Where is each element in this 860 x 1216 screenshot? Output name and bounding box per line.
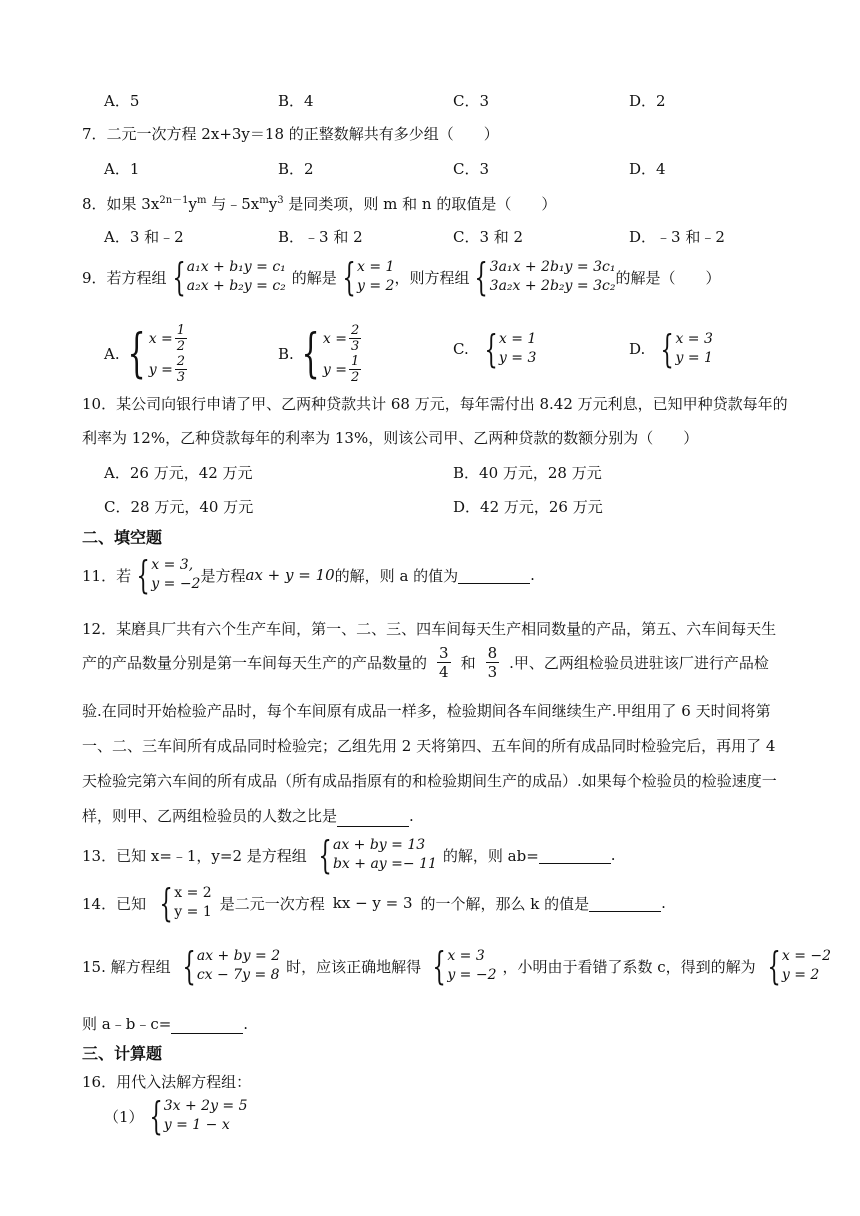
q9-system-2: { 3a₁x + 2b₁y = 3c₁ 3a₂x + 2b₂y = 3c₂ bbox=[474, 255, 616, 299]
q9-prefix: 9．若方程组 bbox=[82, 268, 167, 287]
q11-end: . bbox=[530, 566, 535, 584]
q12-frac2-num: 8 bbox=[487, 644, 498, 662]
q15-sol1-x: x = 3 bbox=[447, 948, 485, 964]
q9-sys2-eq2: 3a₂x + 2b₂y = 3c₂ bbox=[489, 278, 616, 294]
q11-answer-blank[interactable] bbox=[458, 567, 530, 584]
q15-solution-1: { x = 3 y = −2 bbox=[432, 944, 497, 988]
q14-end: . bbox=[661, 894, 666, 912]
q14-sys-y: y = 1 bbox=[174, 904, 212, 920]
q8-exp3: m bbox=[259, 195, 269, 206]
q13-sys-eq2: bx + ay =− 11 bbox=[332, 856, 437, 872]
q13-prefix: 13．已知 x=﹣1，y=2 是方程组 bbox=[82, 846, 307, 865]
q13-answer-blank[interactable] bbox=[539, 847, 611, 864]
q12-line-2 bbox=[82, 644, 769, 681]
q9-sys2-eq1: 3a₁x + 2b₁y = 3c₁ bbox=[489, 259, 616, 275]
q9-option-d: D. { x = 3 y = 1 bbox=[629, 327, 713, 371]
q16-question: 16．用代入法解方程组： bbox=[82, 1073, 252, 1091]
q11-sys-x: x = 3, bbox=[151, 557, 194, 573]
q15-system: { ax + by = 2 cx − 7y = 8 bbox=[182, 944, 281, 988]
q9-b-x-num: 2 bbox=[350, 323, 360, 338]
q8-exp1: 2n－1 bbox=[159, 195, 189, 206]
q9-option-c-label: C. bbox=[453, 340, 469, 358]
q10-line-2: 利率为 12%，乙种贷款每年的利率为 13%，则该公司甲、乙两种贷款的数额分别为（ ） bbox=[82, 429, 699, 447]
q13-system: { ax + by = 13 bx + ay =− 11 bbox=[318, 833, 437, 877]
q9-option-b-label: B. bbox=[278, 345, 294, 363]
q15-sys-eq2: cx − 7y = 8 bbox=[196, 967, 280, 983]
q8-option-d: D．﹣3 和﹣2 bbox=[629, 228, 725, 246]
q14-suffix: 的一个解，那么 k 的值是 bbox=[420, 894, 590, 913]
q8-mid3: y bbox=[268, 195, 278, 213]
q15-mid1: 时，应该正确地解得 bbox=[286, 957, 422, 976]
q12-line-2b: .甲、乙两组检验员进驻该厂进行产品检 bbox=[509, 654, 769, 672]
q12-line-2a: 产的产品数量分别是第一车间每天生产的产品数量的 bbox=[82, 654, 428, 672]
q13-end: . bbox=[610, 846, 616, 864]
q14-mid: 是二元一次方程 bbox=[219, 894, 325, 913]
q9-suffix: 的解是（ ） bbox=[615, 268, 721, 287]
q12-line-4: 一、二、三车间所有成品同时检验完；乙组先用 2 天将第四、五车间的所有成品同时检验完后，再用了 4 bbox=[82, 737, 776, 755]
q14-answer-blank[interactable] bbox=[589, 895, 661, 912]
q12-frac1-num: 3 bbox=[439, 644, 449, 662]
q8-exp2: m bbox=[196, 195, 207, 206]
q15-solution-2: { x = −2 y = 2 bbox=[767, 944, 832, 988]
q11-mid: 是方程 bbox=[200, 566, 246, 585]
q16-sys-eq1: 3x + 2y = 5 bbox=[163, 1098, 248, 1114]
q6-option-b: B．4 bbox=[278, 92, 314, 110]
q9-a-x-den: 2 bbox=[176, 339, 186, 354]
q15-line-2-text: 则 a﹣b﹣c= bbox=[82, 1015, 172, 1033]
q12-frac1-den: 4 bbox=[439, 663, 449, 681]
q9-option-a-label: A. bbox=[104, 345, 120, 363]
q15-sys-eq1: ax + by = 2 bbox=[196, 948, 281, 964]
q13-question bbox=[82, 833, 616, 877]
q16-part-1 bbox=[104, 1094, 248, 1138]
q12-line-5: 天检验完第六车间的所有成品（所有成品指原有的和检验期间生产的成品）.如果每个检验员的检验速度一 bbox=[82, 772, 777, 790]
q12-frac2-den: 3 bbox=[487, 663, 498, 681]
q12-and: 和 bbox=[460, 654, 476, 672]
q15-mid2: ，小明由于看错了系数 c，得到的解为 bbox=[502, 957, 756, 976]
q7-question: 7．二元一次方程 2x+3y＝18 的正整数解共有多少组（ ） bbox=[82, 125, 499, 143]
q8-prefix: 8．如果 3x bbox=[82, 195, 160, 213]
q6-option-c: C．3 bbox=[453, 92, 490, 110]
q9-option-a: A. { x = $\frac{1}{2}$ y = $\frac{2}{3}$ bbox=[104, 323, 186, 385]
q9-solution: { x = 1 y = 2 bbox=[342, 255, 395, 299]
q8-mid2: 与﹣5x bbox=[206, 195, 260, 213]
q7-option-b: B．2 bbox=[278, 160, 314, 178]
q10-option-b: B．40 万元，28 万元 bbox=[453, 464, 602, 482]
q14-equation: kx − y = 3 bbox=[332, 894, 413, 912]
q14-question bbox=[82, 881, 666, 925]
q9-system-1: { a₁x + b₁y = c₁ a₂x + b₂y = c₂ bbox=[171, 255, 286, 299]
q9-b-y-den: 2 bbox=[350, 370, 360, 385]
q9-a-y-den: 3 bbox=[176, 370, 186, 385]
q12-line-6 bbox=[82, 805, 414, 827]
q9-sol-x: x = 1 bbox=[357, 259, 395, 275]
q9-c-y: y = 3 bbox=[498, 350, 537, 366]
q9-mid1: 的解是 bbox=[291, 268, 337, 287]
q9-sys1-eq2: a₂x + b₂y = c₂ bbox=[186, 278, 286, 294]
q15-end: . bbox=[243, 1015, 249, 1033]
q8-option-c: C．3 和 2 bbox=[453, 228, 524, 246]
q9-b-x-den: 3 bbox=[350, 339, 360, 354]
q11-system: { x = 3, y = −2 bbox=[136, 553, 201, 597]
q11-sys-y: y = −2 bbox=[151, 576, 201, 592]
q8-option-b: B．﹣3 和 2 bbox=[278, 228, 363, 246]
q16-system: { 3x + 2y = 5 y = 1 − x bbox=[148, 1094, 248, 1138]
q11-equation: ax + y = 10 bbox=[245, 566, 335, 584]
q9-a-y-num: 2 bbox=[176, 354, 186, 369]
q12-line-6-text: 样，则甲、乙两组检验员的人数之比是 bbox=[82, 807, 338, 825]
q6-option-a: A．5 bbox=[104, 92, 140, 110]
q15-sol1-y: y = −2 bbox=[447, 967, 497, 983]
q9-c-x: x = 1 bbox=[498, 331, 537, 347]
q9-a-x-num: 1 bbox=[176, 323, 186, 338]
q15-sol2-x: x = −2 bbox=[781, 948, 832, 964]
q9-d-x: x = 3 bbox=[675, 331, 713, 347]
q12-answer-blank[interactable] bbox=[337, 810, 409, 827]
q15-sol2-y: y = 2 bbox=[781, 967, 820, 983]
q10-option-a: A．26 万元，42 万元 bbox=[104, 464, 253, 482]
section-calculation-heading: 三、计算题 bbox=[82, 1044, 163, 1063]
q9-sys1-eq1: a₁x + b₁y = c₁ bbox=[186, 259, 286, 275]
q7-option-d: D．4 bbox=[629, 160, 666, 178]
q15-question bbox=[82, 944, 832, 988]
q15-prefix: 15. 解方程组 bbox=[82, 957, 171, 976]
q13-suffix: 的解，则 ab= bbox=[442, 846, 539, 865]
q11-question bbox=[82, 553, 535, 597]
q12-line-3: 验.在同时开始检验产品时，每个车间原有成品一样多，检验期间各车间继续生产.甲组用了 6 天时间将第 bbox=[82, 702, 771, 720]
q9-option-c: C. { x = 1 y = 3 bbox=[453, 327, 537, 371]
q9-sol-y: y = 2 bbox=[357, 278, 395, 294]
q8-option-a: A．3 和﹣2 bbox=[104, 228, 184, 246]
q9-d-y: y = 1 bbox=[675, 350, 713, 366]
q8-mid1: y bbox=[188, 195, 197, 213]
q14-prefix: 14．已知 bbox=[82, 894, 147, 913]
q9-mid2: ，则方程组 bbox=[394, 268, 470, 287]
q10-option-c: C．28 万元，40 万元 bbox=[104, 498, 254, 516]
q11-prefix: 11．若 bbox=[82, 566, 132, 585]
q16-part-1-label: （1） bbox=[104, 1107, 144, 1126]
q11-suffix: 的解，则 a 的值为 bbox=[334, 566, 459, 585]
q10-option-d: D．42 万元，26 万元 bbox=[453, 498, 603, 516]
q13-sys-eq1: ax + by = 13 bbox=[332, 837, 426, 853]
q8-exp4: 3 bbox=[277, 195, 284, 206]
q15-answer-blank[interactable] bbox=[171, 1017, 243, 1034]
section-fill-in-heading: 二、填空题 bbox=[82, 528, 163, 547]
q8-question bbox=[82, 190, 556, 215]
q9-question bbox=[82, 255, 721, 299]
q9-option-b: B. { x = $\frac{2}{3}$ y = $\frac{1}{2}$ bbox=[278, 323, 360, 385]
q14-system: { x = 2 y = 1 bbox=[159, 881, 212, 925]
q9-option-d-label: D. bbox=[629, 340, 646, 358]
q10-line-1: 10．某公司向银行申请了甲、乙两种贷款共计 68 万元，每年需付出 8.42 万元利息，已知甲种贷款每年的 bbox=[82, 395, 788, 413]
q8-suffix: 是同类项，则 m 和 n 的取值是（ ） bbox=[283, 195, 557, 213]
q15-line-2 bbox=[82, 1013, 248, 1034]
q7-option-c: C．3 bbox=[453, 160, 490, 178]
q7-option-a: A．1 bbox=[104, 160, 140, 178]
q6-option-d: D．2 bbox=[629, 92, 666, 110]
q12-end: . bbox=[409, 807, 414, 825]
q16-sys-eq2: y = 1 − x bbox=[163, 1117, 230, 1133]
q12-line-1: 12．某磨具厂共有六个生产车间，第一、二、三、四车间每天生产相同数量的产品，第五、六车间每天生 bbox=[82, 620, 777, 638]
q14-sys-x: x = 2 bbox=[174, 885, 212, 901]
q9-b-y-num: 1 bbox=[350, 354, 360, 369]
